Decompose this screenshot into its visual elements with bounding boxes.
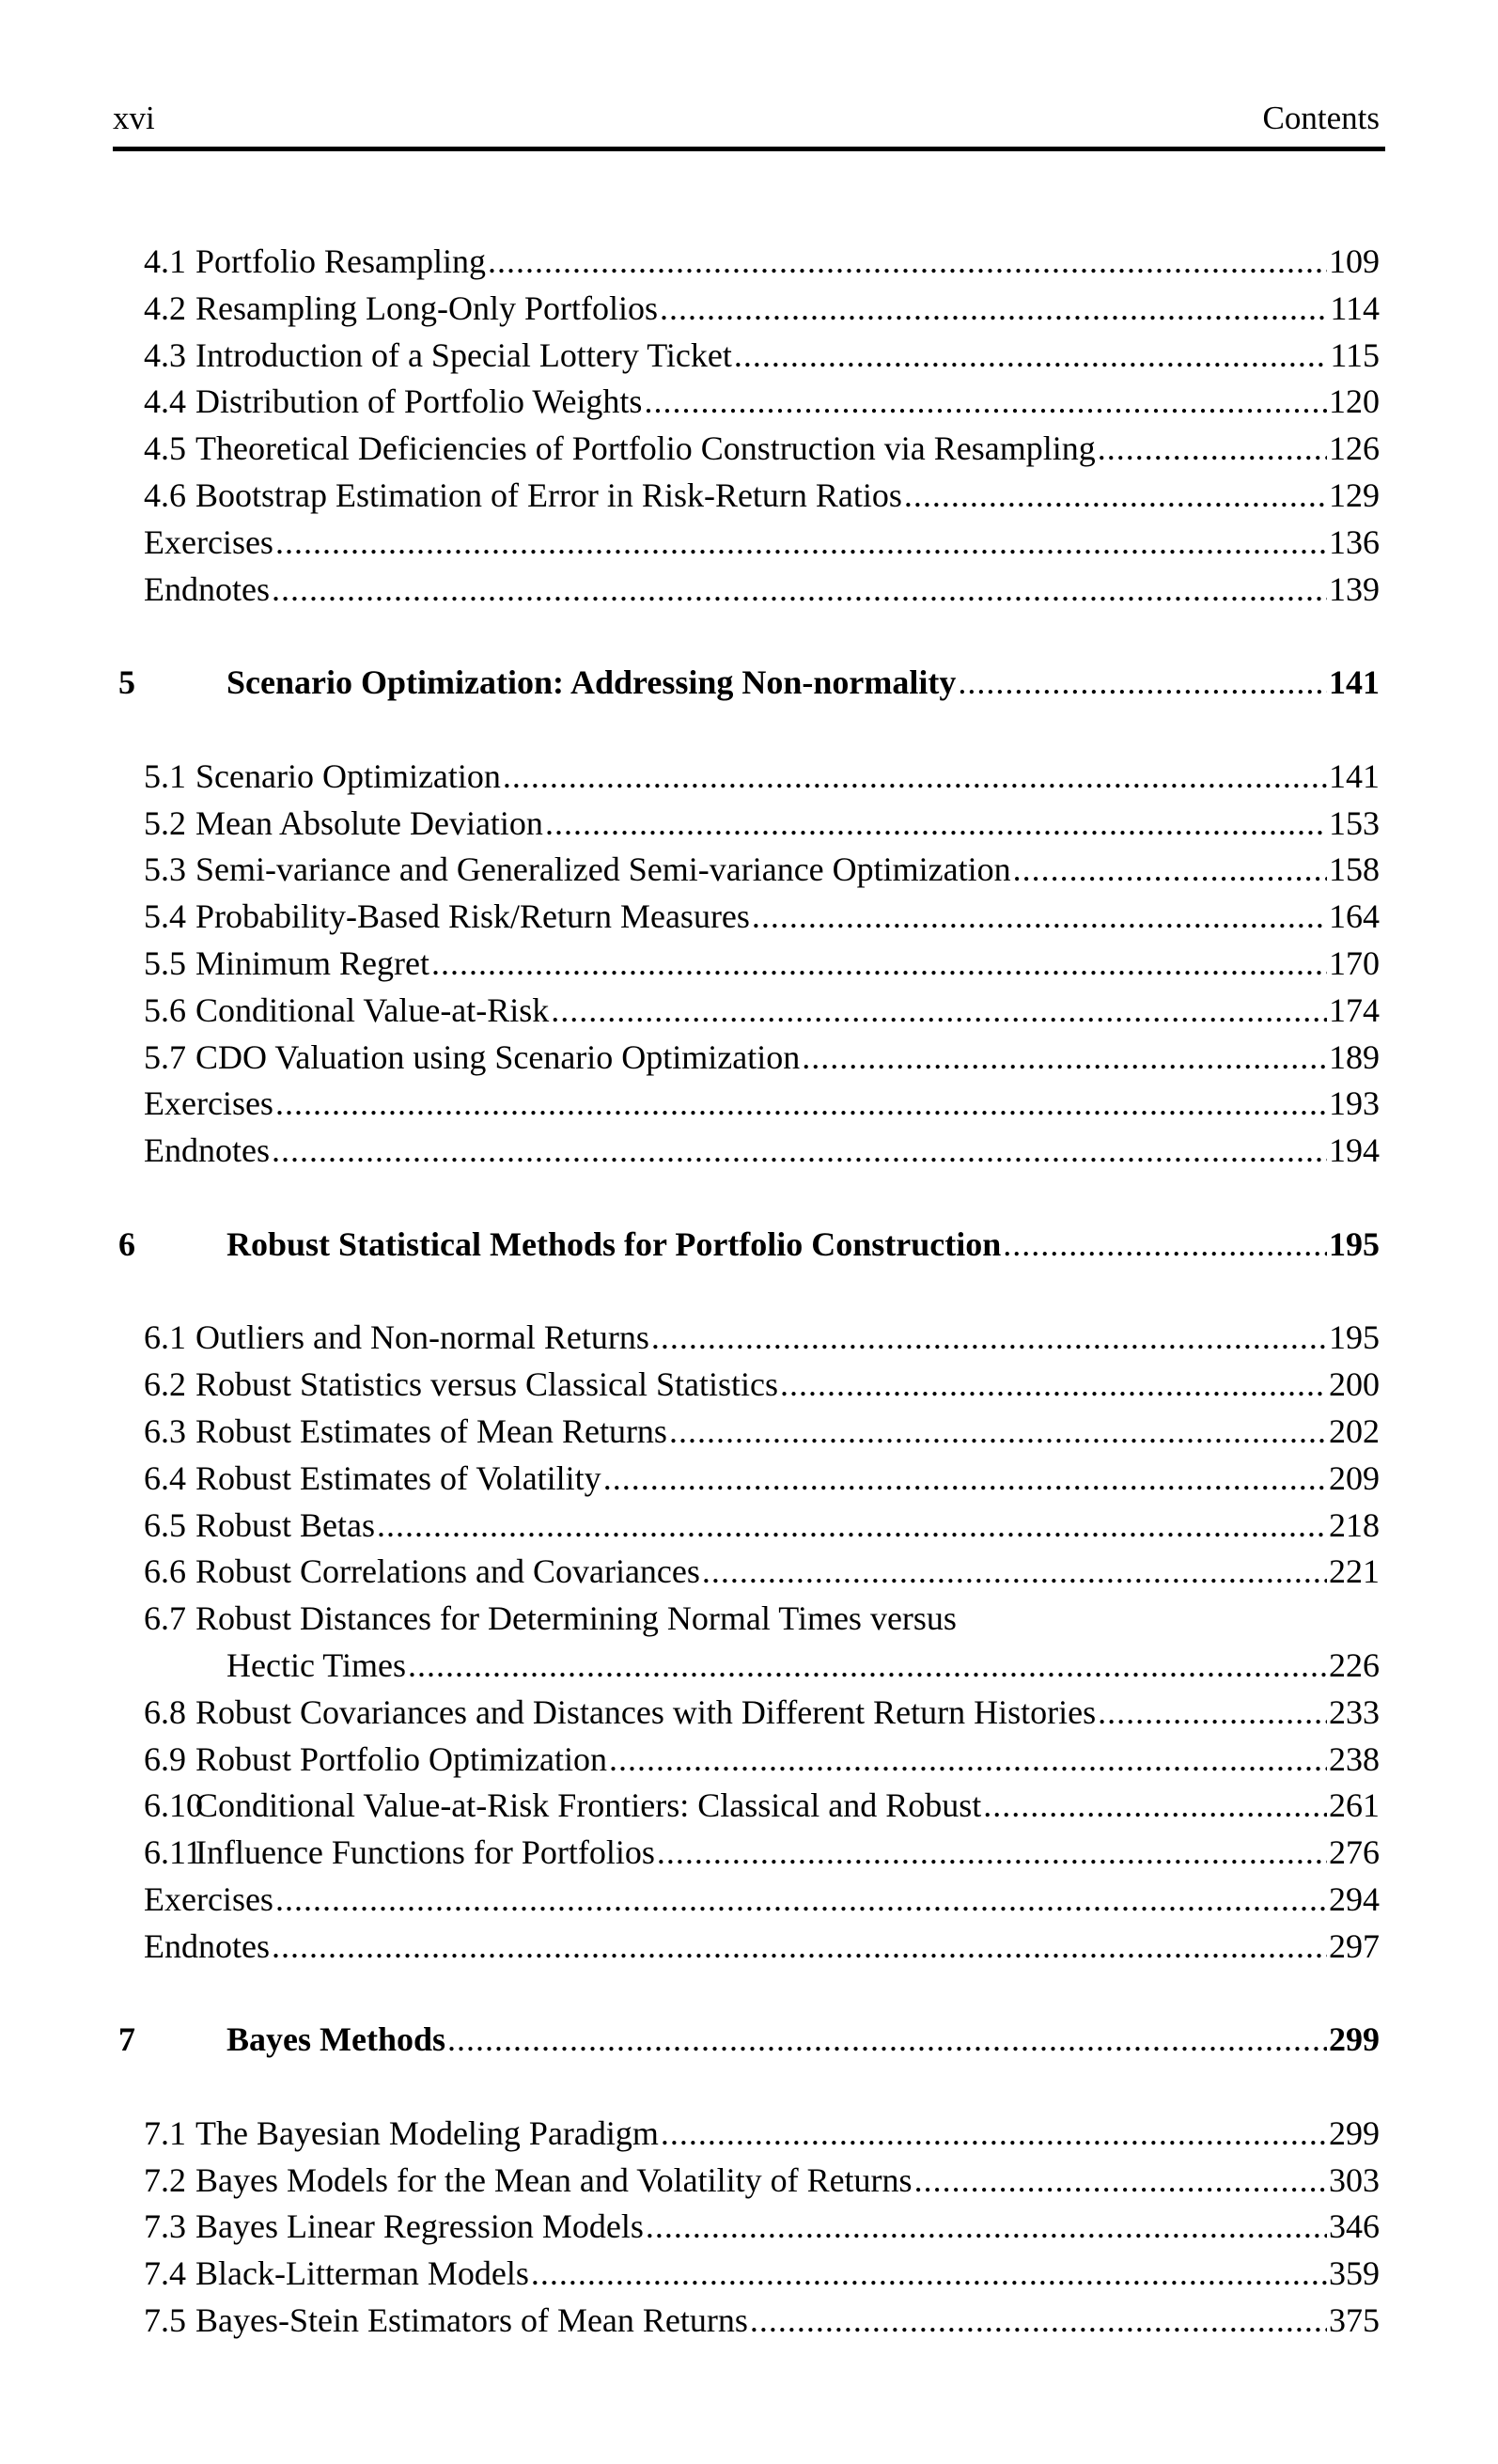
dot-leader — [447, 2017, 1327, 2064]
section-number: 6.7 — [144, 1599, 186, 1638]
dot-leader — [272, 567, 1327, 614]
dot-leader — [644, 379, 1327, 426]
toc-entry[interactable] — [113, 988, 1380, 1035]
toc-entry[interactable] — [113, 1549, 1380, 1596]
dot-leader — [914, 2158, 1327, 2205]
section-title: Robust Estimates of Mean Returns — [195, 1411, 667, 1450]
section-title: Bayes Linear Regression Models — [195, 2207, 644, 2246]
section-page: 218 — [1329, 1505, 1380, 1544]
spacer — [113, 1970, 1380, 2017]
chapter-number: 5 — [118, 663, 135, 702]
toc-entry[interactable] — [113, 1737, 1380, 1784]
section-page: 359 — [1329, 2254, 1380, 2293]
chapter-entry[interactable] — [113, 1222, 1380, 1269]
toc-entry[interactable] — [113, 1877, 1380, 1924]
section-page: 346 — [1329, 2207, 1380, 2246]
toc-entry[interactable] — [113, 941, 1380, 988]
section-title: Influence Functions for Portfolios — [195, 1833, 655, 1872]
toc-entry[interactable] — [113, 1830, 1380, 1877]
dot-leader — [904, 473, 1327, 520]
section-title: CDO Valuation using Scenario Optimization — [195, 1037, 801, 1076]
dot-leader — [702, 1549, 1327, 1596]
section-title: The Bayesian Modeling Paradigm — [195, 2113, 659, 2152]
section-page: 189 — [1329, 1037, 1380, 1076]
dot-leader — [531, 2251, 1327, 2298]
running-title: Contents — [1262, 100, 1380, 136]
section-number: 6.10 — [144, 1786, 203, 1825]
section-number: 4.4 — [144, 382, 186, 421]
section-number: 5.2 — [144, 803, 186, 842]
section-title: Endnotes — [144, 569, 270, 608]
section-title: Exercises — [144, 522, 273, 561]
toc-entry[interactable] — [113, 1503, 1380, 1550]
toc-entry-continuation[interactable] — [113, 1643, 1380, 1690]
toc-entry[interactable] — [113, 1362, 1380, 1409]
toc-entry[interactable] — [113, 239, 1380, 286]
section-title: Bootstrap Estimation of Error in Risk-Return Ratios — [195, 476, 902, 514]
section-title: Robust Distances for Determining Normal Times versus — [195, 1599, 957, 1638]
dot-leader — [272, 1924, 1327, 1971]
section-title: Exercises — [144, 1879, 273, 1918]
section-title: Theoretical Deficiencies of Portfolio Construction via Resampling — [195, 429, 1096, 468]
section-number: 5.1 — [144, 756, 186, 795]
section-title: Robust Estimates of Volatility — [195, 1458, 601, 1497]
toc-entry[interactable] — [113, 754, 1380, 801]
section-page: 174 — [1329, 990, 1380, 1029]
section-title: Semi-variance and Generalized Semi-variance Optimization — [195, 850, 1011, 889]
section-page: 120 — [1329, 382, 1380, 421]
dot-leader — [752, 894, 1327, 941]
chapter-number: 6 — [118, 1224, 135, 1263]
table-of-contents — [113, 239, 1380, 2345]
section-page: 297 — [1329, 1926, 1380, 1965]
section-number: 6.6 — [144, 1552, 186, 1591]
section-title: Bayes-Stein Estimators of Mean Returns — [195, 2301, 748, 2340]
section-title: Robust Betas — [195, 1505, 376, 1544]
section-number: 6.2 — [144, 1365, 186, 1404]
chapter-entry[interactable] — [113, 2017, 1380, 2064]
dot-leader — [377, 1503, 1327, 1550]
toc-entry[interactable] — [113, 1035, 1380, 1082]
dot-leader — [651, 1315, 1327, 1362]
section-title: Robust Correlations and Covariances — [195, 1552, 700, 1591]
toc-entry[interactable] — [113, 1409, 1380, 1456]
section-page: 126 — [1329, 429, 1380, 468]
section-page: 129 — [1329, 476, 1380, 514]
section-number: 7.5 — [144, 2301, 186, 2340]
running-header — [113, 100, 1380, 137]
section-number: 5.3 — [144, 850, 186, 889]
section-title: Scenario Optimization — [195, 756, 501, 795]
section-number: 4.6 — [144, 476, 186, 514]
section-page: 261 — [1329, 1786, 1380, 1825]
section-page: 226 — [1329, 1645, 1380, 1684]
dot-leader — [1098, 426, 1327, 473]
section-title: Probability-Based Risk/Return Measures — [195, 897, 750, 936]
toc-entry[interactable] — [113, 286, 1380, 333]
toc-entry[interactable] — [113, 333, 1380, 380]
section-page: 194 — [1329, 1131, 1380, 1170]
section-page: 276 — [1329, 1833, 1380, 1872]
toc-entry[interactable] — [113, 1924, 1380, 1971]
section-page: 164 — [1329, 897, 1380, 936]
section-page: 303 — [1329, 2160, 1380, 2199]
section-title: Conditional Value-at-Risk Frontiers: Classical and Robust — [195, 1786, 982, 1825]
dot-leader — [603, 1456, 1327, 1503]
section-page: 136 — [1329, 522, 1380, 561]
dot-leader — [431, 941, 1327, 988]
section-number: 5.4 — [144, 897, 186, 936]
dot-leader — [275, 520, 1327, 567]
section-title: Robust Statistics versus Classical Statistics — [195, 1365, 778, 1404]
dot-leader — [750, 2298, 1327, 2345]
section-number: 6.3 — [144, 1411, 186, 1450]
dot-leader — [272, 1128, 1327, 1175]
chapter-entry[interactable] — [113, 660, 1380, 707]
section-page: 299 — [1329, 2113, 1380, 2152]
section-page: 139 — [1329, 569, 1380, 608]
header-rule — [113, 147, 1385, 151]
section-page: 294 — [1329, 1879, 1380, 1918]
section-number: 5.7 — [144, 1037, 186, 1076]
toc-entry[interactable] — [113, 1315, 1380, 1362]
section-number: 7.1 — [144, 2113, 186, 2152]
dot-leader — [551, 988, 1327, 1035]
toc-entry[interactable] — [113, 379, 1380, 426]
spacer — [113, 707, 1380, 754]
dot-leader — [802, 1035, 1327, 1082]
section-title: Minimum Regret — [195, 943, 429, 982]
dot-leader — [646, 2204, 1327, 2251]
section-title: Portfolio Resampling — [195, 242, 486, 280]
dot-leader — [545, 801, 1327, 848]
section-number: 6.8 — [144, 1692, 186, 1731]
section-page: 202 — [1329, 1411, 1380, 1450]
section-number: 7.2 — [144, 2160, 186, 2199]
toc-entry[interactable] — [113, 1081, 1380, 1128]
dot-leader — [488, 239, 1327, 286]
section-number: 5.6 — [144, 990, 186, 1029]
section-page: 238 — [1329, 1739, 1380, 1778]
section-page: 200 — [1329, 1365, 1380, 1404]
toc-entry[interactable] — [113, 473, 1380, 520]
toc-entry[interactable] — [113, 2298, 1380, 2345]
section-title: Outliers and Non-normal Returns — [195, 1318, 649, 1357]
spacer — [113, 613, 1380, 660]
page-number: xvi — [113, 100, 155, 136]
toc-entry[interactable] — [113, 1783, 1380, 1830]
spacer — [113, 1175, 1380, 1222]
dot-leader — [780, 1362, 1327, 1409]
toc-entry[interactable] — [113, 847, 1380, 894]
dot-leader — [661, 2111, 1327, 2158]
toc-entry[interactable] — [113, 2111, 1380, 2158]
section-title: Robust Portfolio Optimization — [195, 1739, 607, 1778]
section-title: Endnotes — [144, 1131, 270, 1170]
section-page: 158 — [1329, 850, 1380, 889]
section-page: 114 — [1330, 289, 1380, 327]
dot-leader — [503, 754, 1327, 801]
chapter-number: 7 — [118, 2020, 135, 2059]
section-page: 115 — [1330, 335, 1380, 374]
toc-entry[interactable] — [113, 2158, 1380, 2205]
section-number: 6.11 — [144, 1833, 202, 1872]
chapter-page: 141 — [1329, 663, 1380, 702]
section-page: 221 — [1329, 1552, 1380, 1591]
section-number: 5.5 — [144, 943, 186, 982]
section-title-continuation: Hectic Times — [226, 1645, 407, 1684]
dot-leader — [609, 1737, 1327, 1784]
section-page: 375 — [1329, 2301, 1380, 2340]
section-number: 4.2 — [144, 289, 186, 327]
dot-leader — [275, 1081, 1327, 1128]
chapter-page: 195 — [1329, 1224, 1380, 1263]
dot-leader — [275, 1877, 1327, 1924]
toc-entry[interactable] — [113, 1456, 1380, 1503]
toc-entry[interactable] — [113, 2251, 1380, 2298]
dot-leader — [660, 286, 1328, 333]
section-page: 153 — [1329, 803, 1380, 842]
spacer — [113, 2064, 1380, 2111]
section-title: Endnotes — [144, 1926, 270, 1965]
section-page: 109 — [1329, 242, 1380, 280]
dot-leader — [669, 1409, 1327, 1456]
dot-leader — [408, 1643, 1327, 1690]
toc-entry[interactable] — [113, 520, 1380, 567]
dot-leader — [958, 660, 1327, 707]
section-number: 4.3 — [144, 335, 186, 374]
toc-entry[interactable] — [113, 1596, 1380, 1643]
toc-entry[interactable] — [113, 1128, 1380, 1175]
toc-entry[interactable] — [113, 894, 1380, 941]
section-number: 6.5 — [144, 1505, 186, 1544]
section-title: Robust Covariances and Distances with Different Return Histories — [195, 1692, 1097, 1731]
chapter-title: Scenario Optimization: Addressing Non-normality — [226, 663, 957, 702]
section-number: 7.4 — [144, 2254, 186, 2293]
section-number: 4.1 — [144, 242, 186, 280]
section-number: 4.5 — [144, 429, 186, 468]
section-number: 6.1 — [144, 1318, 186, 1357]
section-title: Distribution of Portfolio Weights — [195, 382, 643, 421]
section-number: 7.3 — [144, 2207, 186, 2246]
toc-entry[interactable] — [113, 426, 1380, 473]
chapter-page: 299 — [1329, 2020, 1380, 2059]
dot-leader — [1098, 1690, 1327, 1737]
section-page: 170 — [1329, 943, 1380, 982]
section-title: Mean Absolute Deviation — [195, 803, 543, 842]
section-title: Exercises — [144, 1084, 273, 1123]
section-page: 195 — [1329, 1318, 1380, 1357]
toc-entry[interactable] — [113, 2204, 1380, 2251]
section-number: 6.9 — [144, 1739, 186, 1778]
section-title: Introduction of a Special Lottery Ticket — [195, 335, 732, 374]
section-page: 193 — [1329, 1084, 1380, 1123]
toc-entry[interactable] — [113, 801, 1380, 848]
spacer — [113, 1269, 1380, 1316]
dot-leader — [734, 333, 1328, 380]
section-page: 141 — [1329, 756, 1380, 795]
section-title: Bayes Models for the Mean and Volatility of Returns — [195, 2160, 913, 2199]
section-title: Conditional Value-at-Risk — [195, 990, 550, 1029]
dot-leader — [983, 1783, 1327, 1830]
section-number: 6.4 — [144, 1458, 186, 1497]
toc-entry[interactable] — [113, 567, 1380, 614]
dot-leader — [657, 1830, 1327, 1877]
section-page: 233 — [1329, 1692, 1380, 1731]
section-title: Black-Litterman Models — [195, 2254, 529, 2293]
section-title: Resampling Long-Only Portfolios — [195, 289, 658, 327]
chapter-title: Bayes Methods — [226, 2020, 445, 2059]
section-page: 209 — [1329, 1458, 1380, 1497]
dot-leader — [1003, 1222, 1327, 1269]
chapter-title: Robust Statistical Methods for Portfolio Construction — [226, 1224, 1002, 1263]
dot-leader — [1013, 847, 1327, 894]
toc-entry[interactable] — [113, 1690, 1380, 1737]
